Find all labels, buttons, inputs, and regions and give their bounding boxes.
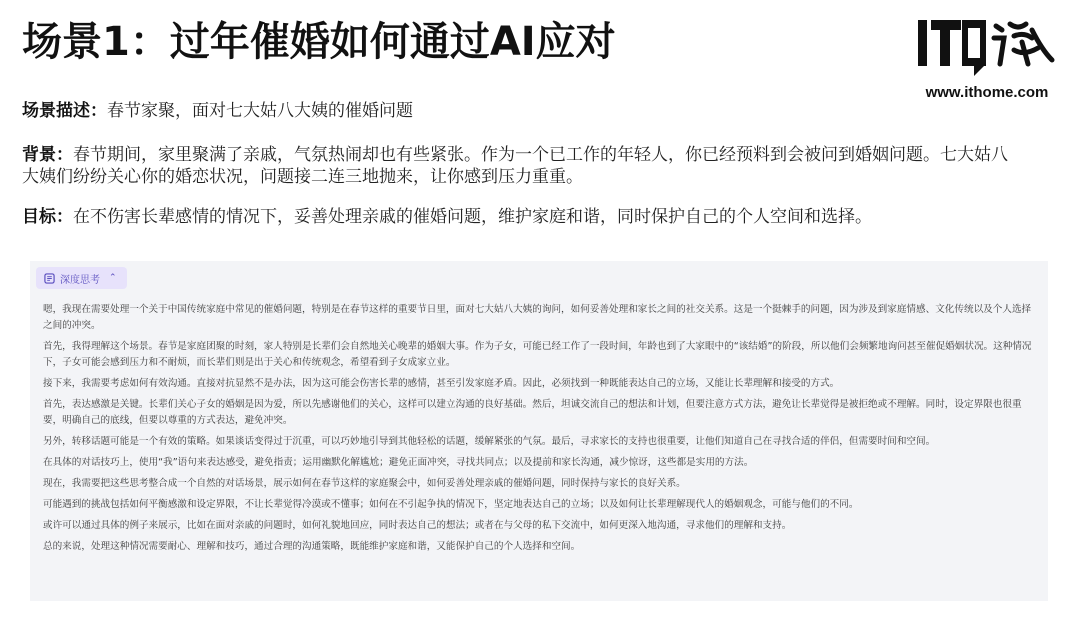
background-label: 背景： (22, 145, 73, 165)
thinking-paragraph: 现在，我需要把这些思考整合成一个自然的对话场景，展示如何在春节这样的家庭聚会中，如何妥善处理亲戚的催婚问题，同时保持与家长的良好关系。 (43, 478, 686, 489)
thinking-paragraph: 首先，表达感激是关键。长辈们关心子女的婚姻是因为爱，所以先感谢他们的关心，这样可以建立沟通的良好基础。然后，坦诚交流自己的想法和计划，但要注意方式方法，避免让长辈觉得是被拒绝或不理解。同时，设定界限也很重要，明确自己的底线，但要以尊重的方式表达，避免冲突。 (43, 399, 1022, 426)
thinking-content (43, 302, 1035, 560)
background-section (22, 144, 1012, 188)
thinking-paragraph: 另外，转移话题可能是一个有效的策略。如果谈话变得过于沉重，可以巧妙地引导到其他轻松的话题，缓解紧张的气氛。最后，寻求家长的支持也很重要，让他们知道自己在寻找合适的伴侣，但需要时间和空间。 (43, 436, 936, 447)
thinking-paragraph: 总的来说，处理这种情况需要耐心、理解和技巧，通过合理的沟通策略，既能维护家庭和谐，又能保护自己的个人选择和空间。 (43, 541, 581, 552)
thinking-paragraph: 在具体的对话技巧上，使用“我”语句来表达感受，避免指责；运用幽默化解尴尬；避免正面冲突，寻找共同点；以及提前和家长沟通，减少惊讶，这些都是实用的方法。 (43, 457, 754, 468)
thinking-paragraph: 可能遇到的挑战包括如何平衡感激和设定界限，不让长辈觉得冷漠或不懂事；如何在不引起争执的情况下，坚定地表达自己的立场；以及如何让长辈理解现代人的婚姻观念，可能与他们的不同。 (43, 499, 859, 510)
page-title: 场景1：过年催婚如何通过AI应对 (22, 19, 616, 65)
deep-thinking-panel (30, 261, 1048, 601)
thinking-paragraph: 嗯，我现在需要处理一个关于中国传统家庭中常见的催婚问题，特别是在春节这样的重要节日里，面对七大姑八大姨的询问，如何妥善处理和家长之间的社交关系。这是一个挺棘手的问题，因为涉及到家庭情感、文化传统以及个人选择之间的冲突。 (43, 304, 1032, 331)
ithome-logo (912, 14, 1062, 104)
logo-url: www.ithome.com (925, 84, 1049, 101)
goal-text: 在不伤害长辈感情的情况下，妥善处理亲戚的催婚问题，维护家庭和谐，同时保护自己的个人空间和选择。 (73, 207, 872, 227)
thinking-paragraph: 首先，我得理解这个场景。春节是家庭团聚的时刻，家人特别是长辈们会自然地关心晚辈的婚姻大事。作为子女，可能已经工作了一段时间，年龄也到了大家眼中的“该结婚”的阶段，所以他们会频繁地询问甚至催促婚姻状况。这种情况下，子女可能会感到压力和不耐烦，而长辈们则是出于关心和传统观念，希望看到子女成家立业。 (43, 341, 1032, 368)
scene-description (22, 100, 1012, 122)
thinking-paragraph: 接下来，我需要考虑如何有效沟通。直接对抗显然不是办法，因为这可能会伤害长辈的感情，甚至引发家庭矛盾。因此，必须找到一种既能表达自己的立场，又能让长辈理解和接受的方式。 (43, 378, 840, 389)
scene-text: 春节家聚，面对七大姑八大姨的催婚问题 (107, 101, 413, 121)
deep-thinking-label: 深度思考 (60, 274, 100, 286)
ithome-logo-icon (918, 14, 1058, 80)
goal-section (22, 206, 1012, 228)
thinking-paragraph: 或许可以通过具体的例子来展示，比如在面对亲戚的问题时，如何礼貌地回应，同时表达自己的想法；或者在与父母的私下交流中，如何更深入地沟通，寻求他们的理解和支持。 (43, 520, 792, 531)
chevron-up-icon: ⌃ (109, 273, 117, 283)
scene-label: 场景描述： (22, 101, 107, 121)
thinking-icon (44, 273, 55, 284)
background-text: 春节期间，家里聚满了亲戚，气氛热闹却也有些紧张。作为一个已工作的年轻人，你已经预料到会被问到婚姻问题。七大姑八大姨们纷纷关心你的婚恋状况，问题接二连三地抛来，让你感到压力重重。 (22, 145, 1008, 187)
deep-thinking-toggle[interactable] (36, 267, 127, 289)
goal-label: 目标： (22, 207, 73, 227)
